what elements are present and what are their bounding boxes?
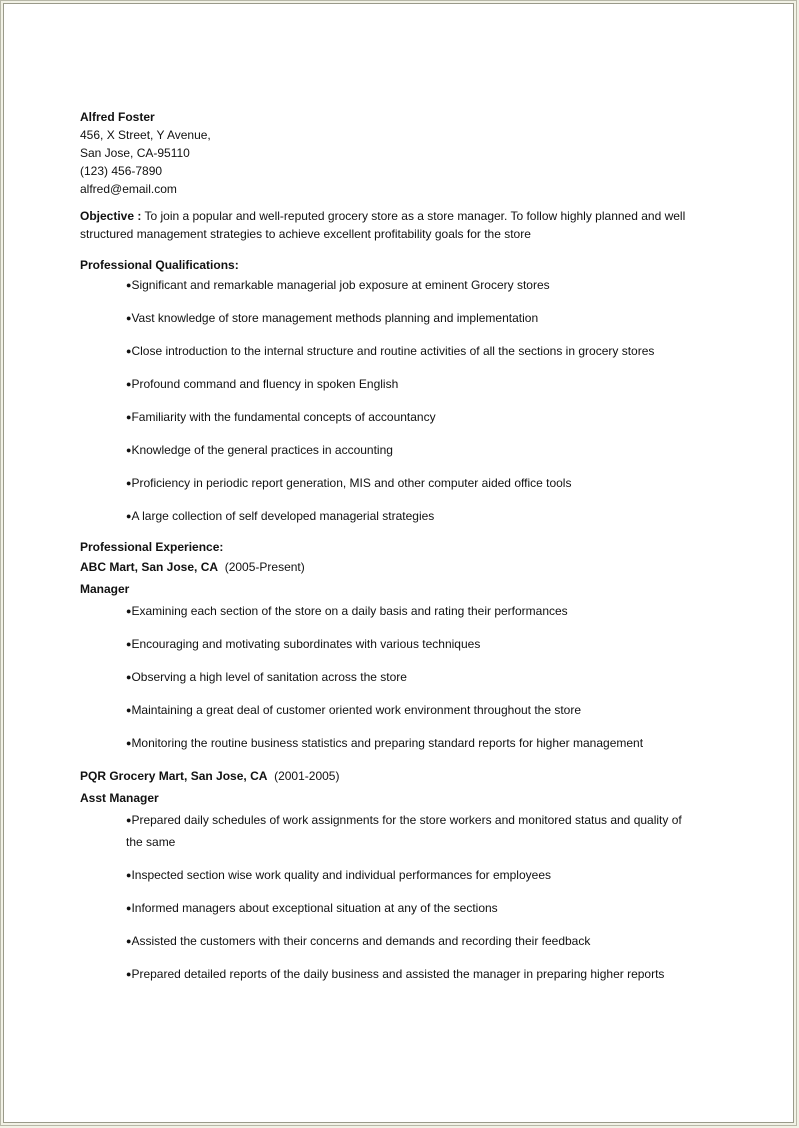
objective-text: To join a popular and well-reputed grocery store as a store manager. To follow highly planned and well structured management strategies to achieve excellent profitability goals for the store <box>80 209 686 241</box>
qualifications-heading: Professional Qualifications: <box>80 258 239 272</box>
list-item: ●Examining each section of the store on a daily basis and rating their performances <box>126 604 568 618</box>
list-item: ●Familiarity with the fundamental concepts of accountancy <box>126 410 436 424</box>
list-item: ●Informed managers about exceptional situation at any of the sections <box>126 901 498 915</box>
bullet-icon: ● <box>126 478 132 488</box>
bullet-icon: ● <box>126 705 132 715</box>
list-item: ●Inspected section wise work quality and individual performances for employees <box>126 868 551 882</box>
company-name: ABC Mart, San Jose, CA <box>80 560 219 574</box>
list-item: ●Proficiency in periodic report generation, MIS and other computer aided office tools <box>126 476 572 490</box>
list-item: ●Encouraging and motivating subordinates with various techniques <box>126 637 481 651</box>
bullet-icon: ● <box>126 672 132 682</box>
list-item: ●Significant and remarkable managerial job exposure at eminent Grocery stores <box>126 278 550 292</box>
job-role: Manager <box>80 582 130 596</box>
list-item: ●Close introduction to the internal structure and routine activities of all the sections in grocery stores <box>126 344 655 358</box>
address-line-2: San Jose, CA-95110 <box>80 146 190 160</box>
bullet-icon: ● <box>126 445 132 455</box>
list-item: ●Profound command and fluency in spoken English <box>126 377 399 391</box>
bullet-icon: ● <box>126 511 132 521</box>
candidate-name: Alfred Foster <box>80 110 155 124</box>
experience-heading: Professional Experience: <box>80 540 224 554</box>
bullet-icon: ● <box>126 969 132 979</box>
list-item: ●Maintaining a great deal of customer oriented work environment throughout the store <box>126 703 582 717</box>
list-item: ●Prepared daily schedules of work assignments for the store workers and monitored status and quality of the same <box>126 813 682 849</box>
objective-label: Objective : <box>80 209 142 223</box>
objective-paragraph <box>80 207 700 243</box>
list-item: ●Vast knowledge of store management methods planning and implementation <box>126 311 539 325</box>
qualifications-list <box>80 274 720 527</box>
job-period: (2001-2005) <box>274 769 340 783</box>
job-duties-list <box>80 809 720 985</box>
job-role: Asst Manager <box>80 791 159 805</box>
job-period: (2005-Present) <box>224 560 305 574</box>
bullet-icon: ● <box>126 280 132 290</box>
bullet-icon: ● <box>126 346 132 356</box>
job-header <box>80 765 720 787</box>
bullet-icon: ● <box>126 738 132 748</box>
bullet-icon: ● <box>126 313 132 323</box>
address-line-1: 456, X Street, Y Avenue, <box>80 128 211 142</box>
job-duties-list <box>80 600 720 754</box>
bullet-icon: ● <box>126 815 132 825</box>
company-name: PQR Grocery Mart, San Jose, CA <box>80 769 268 783</box>
bullet-icon: ● <box>126 870 132 880</box>
resume-content <box>80 108 720 996</box>
bullet-icon: ● <box>126 412 132 422</box>
bullet-icon: ● <box>126 379 132 389</box>
job-header <box>80 556 720 578</box>
bullet-icon: ● <box>126 606 132 616</box>
list-item: ●Observing a high level of sanitation across the store <box>126 670 407 684</box>
email-address: alfred@email.com <box>80 182 177 196</box>
list-item: ●A large collection of self developed managerial strategies <box>126 509 435 523</box>
bullet-icon: ● <box>126 639 132 649</box>
bullet-icon: ● <box>126 903 132 913</box>
bullet-icon: ● <box>126 936 132 946</box>
phone-number: (123) 456-7890 <box>80 164 163 178</box>
list-item: ●Assisted the customers with their concerns and demands and recording their feedback <box>126 934 591 948</box>
list-item: ●Monitoring the routine business statistics and preparing standard reports for higher management <box>126 736 644 750</box>
list-item: ●Knowledge of the general practices in accounting <box>126 443 393 457</box>
list-item: ●Prepared detailed reports of the daily business and assisted the manager in preparing higher reports <box>126 967 665 981</box>
